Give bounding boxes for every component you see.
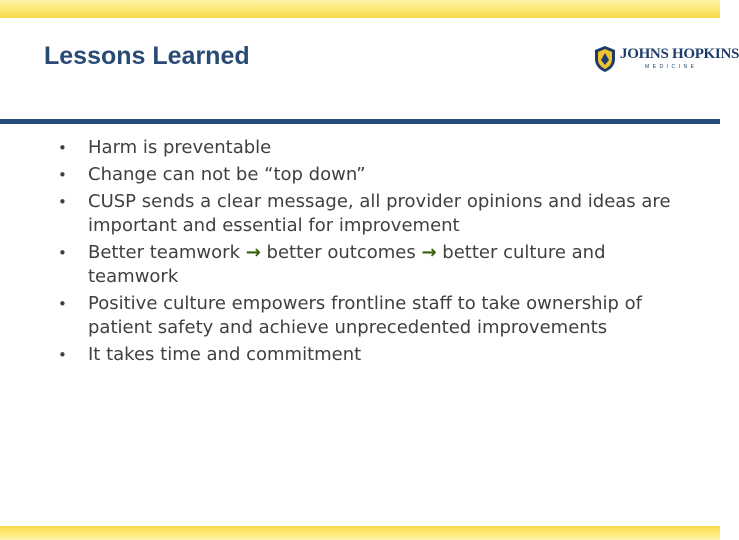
bullet-dot: • [58,295,67,313]
johns-hopkins-logo [593,44,739,74]
right-arrow-icon: → [245,242,261,263]
top-yellow-band [0,0,720,18]
bullet-text-part: better culture and teamwork [88,242,606,287]
bullet-text: CUSP sends a clear message, all provider opinions and ideas are important and essential for improvement [88,191,671,236]
bullet-dot: • [58,193,67,211]
bullet-list [58,136,678,370]
bullet-item-positive-culture [58,292,678,340]
logo-subtitle-text: MEDICINE [645,64,698,70]
bullet-item-cusp-message [58,190,678,238]
bullet-text-part: better outcomes [260,242,422,263]
bottom-yellow-band [0,526,720,540]
slide-title: Lessons Learned [44,42,250,70]
bullet-item-harm-preventable [58,136,678,160]
bullet-dot: • [58,139,67,157]
bullet-item-top-down [58,163,678,187]
bullet-dot: • [58,244,67,262]
bullet-text: Harm is preventable [88,137,272,158]
logo-name-text: JOHNS HOPKINS [620,46,739,62]
johns-hopkins-shield-icon [593,45,617,73]
bullet-dot: • [58,166,67,184]
title-divider-bar [0,119,720,124]
right-arrow-icon: → [421,242,437,263]
bullet-text: Positive culture empowers frontline staff to take ownership of patient safety and achieve unprecedented improvements [88,293,643,338]
bullet-text-part: Better teamwork [88,242,246,263]
bullet-text: Change can not be “top down” [88,164,366,185]
bullet-item-teamwork [58,241,678,289]
bullet-item-time-commitment [58,343,678,367]
bullet-dot: • [58,346,67,364]
bullet-text: It takes time and commitment [88,344,362,365]
